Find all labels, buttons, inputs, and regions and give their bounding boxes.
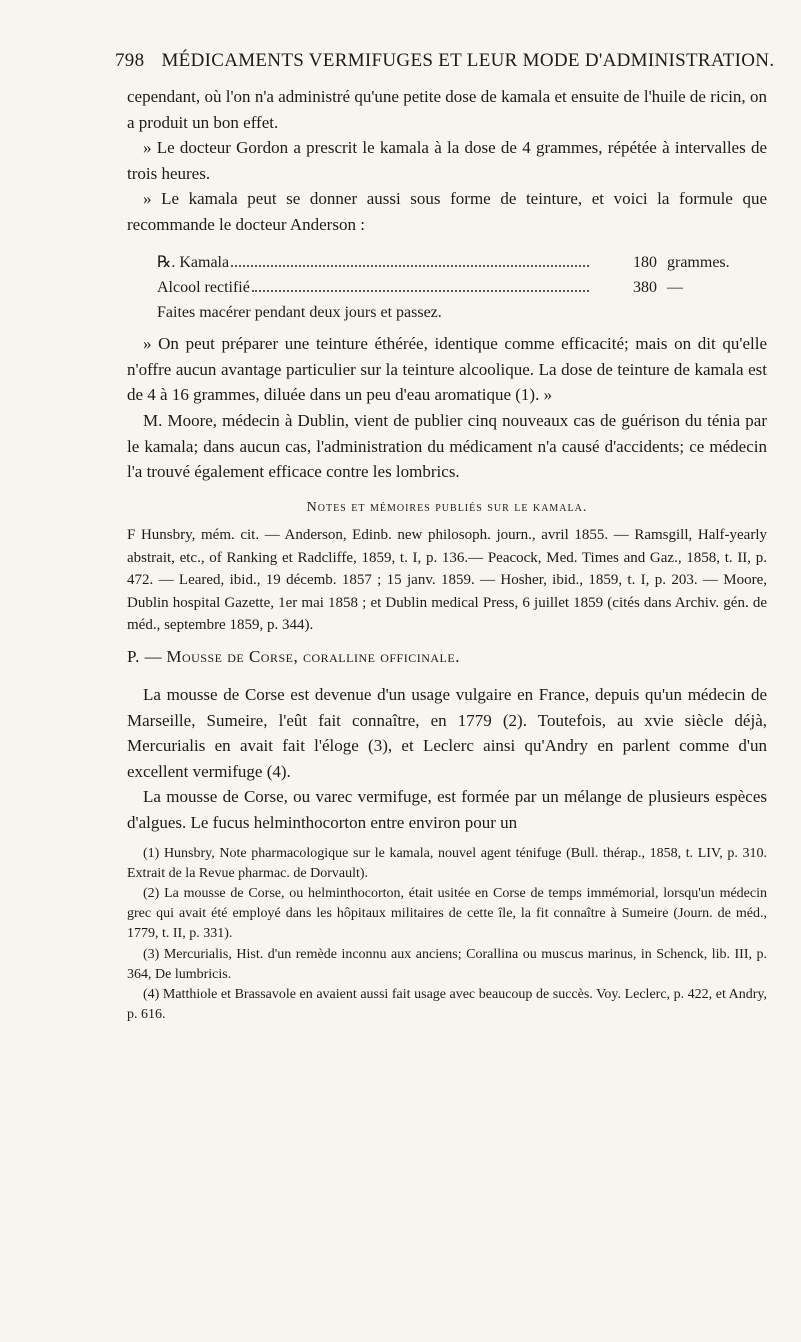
notes-references: F Hunsbry, mém. cit. — Anderson, Edinb. new philosoph. journ., avril 1855. — Ramsgill, Half-yearly abstrait, etc., of Ranking et Radcliffe, 1859, t. I, p. 136.— Peacock, Med. Times and Gaz., 1858, t. II, p. 472. — Leared, ibid., 19 décemb. 1857 ; 15 janv. 1859. — Hosher, ibid., 1859, t. I, p. 203. — Moore, Dublin hospital Gazette, 1er mai 1858 ; et Dublin medical Press, 6 juillet 1859 (cités dans Archiv. gén. de méd., septembre 1859, p. 344). [127,527,767,633]
section-letter: P. — [127,647,163,667]
paragraph: cependant, où l'on n'a administré qu'une petite dose de kamala et ensuite de l'huile de ricin, on a produit un bon effet. [127,87,767,132]
leader-dots [231,265,589,267]
footnote: (4) Matthiole et Brassavole en avaient aussi fait usage avec beaucoup de succès. Voy. Leclerc, p. 422, et Andry, p. 616. [127,986,767,1023]
paragraph: La mousse de Corse, ou varec vermifuge, est formée par un mélange de plusieurs espèces d'algues. Le fucus helminthocorton entre environ pour un [127,787,767,832]
paragraph: » On peut préparer une teinture éthérée, identique comme efficacité; mais on dit qu'elle n'offre aucun avantage particulier sur la teinture alcoolique. La dose de teinture de kamala est de 4 à 16 grammes, diluée dans un peu d'eau aromatique (1). » [127,334,767,405]
recipe-item [127,250,767,275]
recipe-formula [127,250,767,326]
main-text [127,84,767,1025]
footnote: (3) Mercurialis, Hist. d'un remède inconnu aux anciens; Corallina ou muscus marinus, in Schenck, lib. III, p. 364, De lumbricis. [127,946,767,982]
notes-title: Notes et mémoires publiés sur le kamala. [306,499,588,515]
paragraph: M. Moore, médecin à Dublin, vient de publier cinq nouveaux cas de guérison du ténia par le kamala; dans aucun cas, l'administration du médicament n'a causé d'accidents; ce médecin l'a trouvé également efficace contre les lombrics. [127,410,767,482]
section-title: Mousse de Corse, coralline officinale. [166,647,460,667]
paragraph: » Le docteur Gordon a prescrit le kamala à la dose de 4 grammes, répétée à intervalles de trois heures. [127,138,767,183]
recipe-item-quantity: 380 [633,278,657,296]
recipe-item [127,275,767,300]
recipe-item-label: ℞. Kamala [157,253,230,271]
footnote: (1) Hunsbry, Note pharmacologique sur le kamala, nouvel agent ténifuge (Bull. thérap., 1858, t. LIV, p. 310. Extrait de la Revue pharmac. de Dorvault). [127,845,767,881]
recipe-item-unit: grammes. [667,253,730,271]
recipe-instruction: Faites macérer pendant deux jours et passez. [157,303,442,321]
recipe-item-quantity: 180 [633,253,657,271]
running-title: MÉDICAMENTS VERMIFUGES ET LEUR MODE D'ADMINISTRATION. [161,50,775,71]
footnote: (2) La mousse de Corse, ou helminthocorton, était usitée en Corse de temps immémorial, lorsqu'un médecin grec qui avait été employé dans les hôpitaux militaires de cette île, la fit connaître à Sumeire (Journ. de méd., 1779, t. II, p. 331). [127,885,767,942]
footnotes [127,844,767,1026]
recipe-item-unit: — [667,278,683,296]
page-number: 798 [115,50,145,71]
paragraph: » Le kamala peut se donner aussi sous forme de teinture, et voici la formule que recommande le docteur Anderson : [127,189,767,234]
running-header [115,50,775,72]
leader-dots [252,290,589,292]
recipe-item-label: Alcool rectifié [157,278,250,296]
paragraph: La mousse de Corse est devenue d'un usage vulgaire en France, depuis qu'un médecin de Marseille, Sumeire, l'eût fait connaître, en 1779 (2). Toutefois, au xvie siècle déjà, Mercurialis en avait fait l'éloge (3), et Leclerc ainsi qu'Andry en parlent comme d'un excellent vermifuge (4). [127,684,767,781]
section-heading [127,644,767,672]
